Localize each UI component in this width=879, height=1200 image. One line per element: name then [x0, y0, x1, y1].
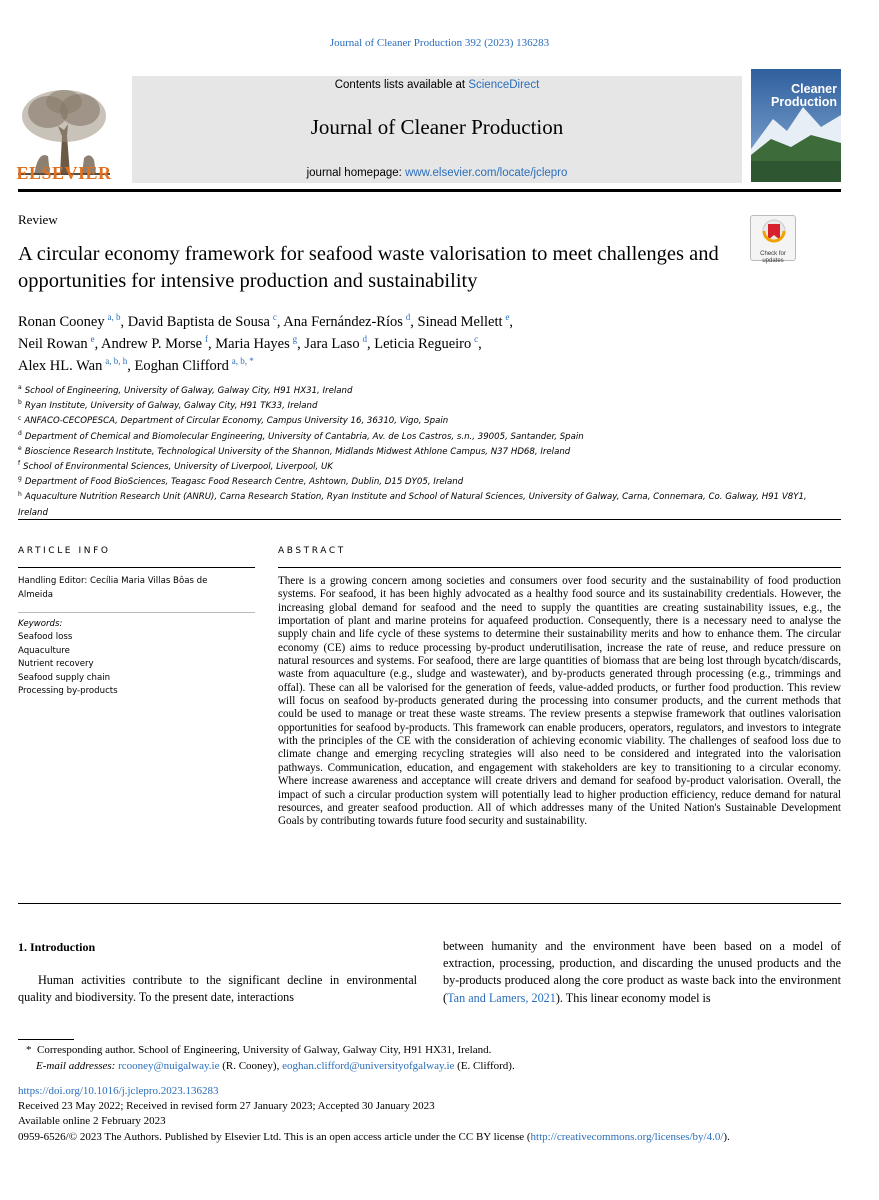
introduction-left-column: Human activities contribute to the significant decline in environmental quality and biodiversity. To the present date, interactions [18, 973, 417, 1005]
affiliation-key: a [18, 384, 22, 392]
author-affiliation-marker[interactable]: a, b, h [105, 356, 128, 367]
license-link[interactable]: http://creativecommons.org/licenses/by/4.0/ [530, 1130, 724, 1143]
handling-editor: Handling Editor: Cecília Maria Villas Bôas de Almeida [18, 576, 208, 600]
author-affiliation-marker[interactable]: a, b [107, 312, 121, 323]
footnote-marker: * [26, 1044, 32, 1056]
author-name[interactable]: Maria Hayes [215, 336, 290, 352]
journal-cover-image[interactable] [751, 69, 841, 182]
affiliation-key: d [18, 429, 22, 437]
journal-reference[interactable]: Journal of Cleaner Production 392 (2023) 136283 [329, 37, 550, 49]
keyword-item: Seafood supply chain [18, 672, 111, 683]
abstract-text: There is a growing concern among societies and consumers over food security and the sustainability of food production systems. For seafood, it has been highly advocated as a healthy food source and its sustainability credentials. However, the increasing global demand for seafood and the need to supply the quantities are creating sustainability issues, e.g., the importation of plant and marine proteins for aquafeed production. Consequently, there is a necessary need to analyse the supply chain and life cycle of these systems to determine their sustainability merits and how to enhance them. The circular economy (CE) aims to reduce processing by-product underutilisation, increase the rate of reuse, and reduce pressure on natural resources and systems. For seafood, there are large quantities of biomass that are being lost through bycatch/discards, waste from aquaculture (e.g., sludge and wastewater), and by-products generated through processing (e.g., trimmings and offal). These can all be valorised for the generation of feeds, value-added products, or further food production. This review will focus on seafood by-products generated during the processing into consumer products, and the current methods that could be used to manage or treat these waste streams. The review presents a stepwise framework that outlines valorisation opportunities for seafood by-products. This framework can enable producers, operators, regulators, and investors to integrate with the principles of the CE with the consideration of achieving economic viability. The challenges of seafood loss due to climate change and emerging recycling strategies will also need to be considered and integrated into the valorisation pathways. Communication, education, and engagement with stakeholders are key to transitioning to a circular economy. Where increase awareness and acceptance will create drivers and demand for seafood by-product valorisation. Overall, the impact of such a circular production system will potentially lead to higher production efficiency, reduce demand for natural resources, and greater seafood production. All of which addresses many of the United Nation's Sustainable Development Goals by contributing towards future food security and sustainability. [278, 575, 841, 828]
affiliation-key: c [18, 414, 22, 422]
citation-link[interactable]: Tan and Lamers, 2021 [447, 990, 556, 1005]
affiliation-item [18, 430, 818, 445]
abstract-rule [278, 567, 841, 568]
affiliation-item [18, 475, 818, 490]
publication-footer [18, 1084, 848, 1145]
contents-prefix: Contents lists available at [334, 79, 469, 91]
affiliation-key: b [18, 399, 22, 407]
affiliation-key: f [18, 460, 21, 468]
keyword-item: Processing by-products [18, 686, 118, 697]
license-line [18, 1130, 848, 1145]
affiliation-text: ANFACO-CECOPESCA, Department of Circular Economy, Campus University 16, 36310, Vigo, Spain [24, 416, 449, 427]
email-name-cooney: (R. Cooney), [222, 1059, 280, 1072]
email-name-clifford: (E. Clifford). [457, 1059, 515, 1072]
affiliation-item [18, 490, 818, 520]
article-type: Review [18, 212, 58, 227]
cover-text-production: Production [771, 95, 837, 109]
received-dates: Received 23 May 2022; Received in revised form 27 January 2023; Accepted 30 January 2023 [18, 1100, 435, 1113]
affiliation-item [18, 399, 818, 414]
corresponding-line [18, 1043, 838, 1059]
author-name[interactable]: Alex HL. Wan [18, 358, 103, 374]
author-affiliation-marker[interactable]: g [292, 334, 298, 345]
crossmark-text-1: Check for [760, 251, 786, 257]
author-affiliation-marker[interactable]: a, b, * [231, 356, 254, 367]
email-line [18, 1059, 838, 1075]
keyword-item: Nutrient recovery [18, 659, 94, 670]
affiliation-item [18, 414, 818, 429]
affiliation-text: Department of Chemical and Biomolecular Engineering, University of Cantabria, Av. de Los Castros, s.n., 39005, Santander, Spain [24, 431, 584, 442]
affiliation-item [18, 460, 818, 475]
affiliation-key: h [18, 490, 22, 498]
affiliation-item [18, 384, 818, 399]
affiliation-item [18, 445, 818, 460]
intro-right-text-1: between humanity and the environment have been based on a model of extraction, processing, production, and discarding the unused products and the by-products produced along the core product as waste back into the environment ( [443, 939, 841, 1005]
corresponding-text: Corresponding author. School of Engineering, University of Galway, Galway City, H91 HX31, Ireland. [37, 1044, 492, 1056]
author-name[interactable]: David Baptista de Sousa [127, 314, 270, 330]
introduction-heading: 1. Introduction [18, 940, 96, 954]
author-name[interactable]: Andrew P. Morse [101, 336, 203, 352]
article-info-rule [18, 567, 255, 568]
author-name[interactable]: Sinead Mellett [417, 314, 503, 330]
contents-line [132, 79, 742, 91]
author-affiliation-marker[interactable]: f [205, 334, 209, 345]
affiliation-text: Department of Food BioSciences, Teagasc Food Research Centre, Ashtown, Dublin, D15 DY05, Ireland [24, 477, 464, 488]
affiliations-divider [18, 519, 841, 520]
journal-homepage-line [132, 167, 742, 179]
article-title: A circular economy framework for seafood waste valorisation to meet challenges and opportunities for intensive production and sustainability [18, 243, 719, 292]
author-name[interactable]: Ronan Cooney [18, 314, 105, 330]
article-info-heading: ARTICLE INFO [18, 546, 111, 556]
keywords-heading: Keywords: [18, 619, 63, 629]
available-online: Available online 2 February 2023 [18, 1115, 166, 1128]
doi-link[interactable]: https://doi.org/10.1016/j.jclepro.2023.136283 [18, 1085, 219, 1097]
affiliation-text: Ryan Institute, University of Galway, Galway City, H91 TK33, Ireland [24, 401, 318, 412]
keywords-block [18, 618, 248, 698]
email-label: E-mail addresses: [36, 1059, 116, 1072]
sciencedirect-link[interactable]: ScienceDirect [468, 79, 540, 91]
author-affiliation-marker[interactable]: d [405, 312, 411, 323]
keyword-item: Aquaculture [18, 645, 70, 656]
abstract-heading: ABSTRACT [278, 546, 346, 556]
corresponding-author-footnote [18, 1043, 838, 1074]
header-divider [18, 189, 841, 192]
author-affiliation-marker[interactable]: e [505, 312, 510, 323]
affiliation-key: g [18, 475, 22, 483]
abstract-divider [18, 903, 841, 904]
author-affiliation-marker[interactable]: c [474, 334, 479, 345]
affiliation-key: e [18, 444, 22, 452]
affiliation-text: School of Environmental Sciences, University of Liverpool, Liverpool, UK [23, 462, 333, 473]
homepage-link[interactable]: www.elsevier.com/locate/jclepro [405, 167, 568, 179]
author-name[interactable]: Eoghan Clifford [134, 358, 229, 374]
affiliation-text: Bioscience Research Institute, Technological University of the Shannon, Midlands Midwest Athlone Campus, N37 HD68, Ireland [24, 446, 571, 457]
author-name[interactable]: Leticia Regueiro [374, 336, 472, 352]
keywords-rule [18, 612, 255, 613]
author-name[interactable]: Ana Fernández-Ríos [283, 314, 403, 330]
keyword-item: Seafood loss [18, 632, 73, 643]
author-affiliation-marker[interactable]: e [90, 334, 95, 345]
elsevier-wordmark: ELSEVIER [16, 163, 112, 183]
email-link-cooney[interactable]: rcooney@nuigalway.ie [118, 1059, 220, 1072]
footnote-rule [18, 1039, 74, 1040]
license-prefix: 0959-6526/© 2023 The Authors. Published by Elsevier Ltd. This is an open access article under the CC BY license ( [18, 1130, 531, 1143]
license-suffix: ). [723, 1130, 730, 1143]
crossmark-icon [751, 216, 797, 246]
email-link-clifford[interactable]: eoghan.clifford@universityofgalway.ie [282, 1059, 455, 1072]
author-list: Ronan Cooney $^{a, b}$, David Baptista de Sousa $^c$, Ana Fernández-Ríos $^d$, Sinead Mellett $^e$, Neil Rowan $^e$, Andrew P. Morse $^f$, Maria Hayes $^g$, Jara Laso $^d$, Leticia Regueiro $^c$, Alex HL. Wan $^{a, b, h}$, Eoghan Clifford $^{a, b, *}$ [18, 312, 514, 374]
affiliation-list [18, 384, 818, 521]
introduction-right-column [443, 938, 841, 1007]
affiliation-text: School of Engineering, University of Galway, Galway City, H91 HX31, Ireland [24, 386, 353, 396]
journal-title: Journal of Cleaner Production [310, 115, 564, 139]
affiliation-text: Aquaculture Nutrition Research Unit (ANRU), Carna Research Station, Ryan Institute and School of Natural Sciences, University of Galway, Carna, Connemara, Co. Galway, H91 V8Y1, Ireland [18, 492, 807, 518]
crossmark-text-2: updates [762, 258, 784, 264]
intro-right-text-2: ). This linear economy model is [555, 990, 711, 1005]
author-name[interactable]: Jara Laso [304, 336, 360, 352]
author-affiliation-marker[interactable]: d [362, 334, 367, 345]
check-for-updates-badge[interactable] [750, 215, 796, 264]
author-name[interactable]: Neil Rowan [18, 336, 88, 352]
author-affiliation-marker[interactable]: c [272, 312, 277, 323]
cover-text-cleaner: Cleaner [791, 82, 837, 96]
homepage-prefix: journal homepage: [306, 167, 406, 179]
